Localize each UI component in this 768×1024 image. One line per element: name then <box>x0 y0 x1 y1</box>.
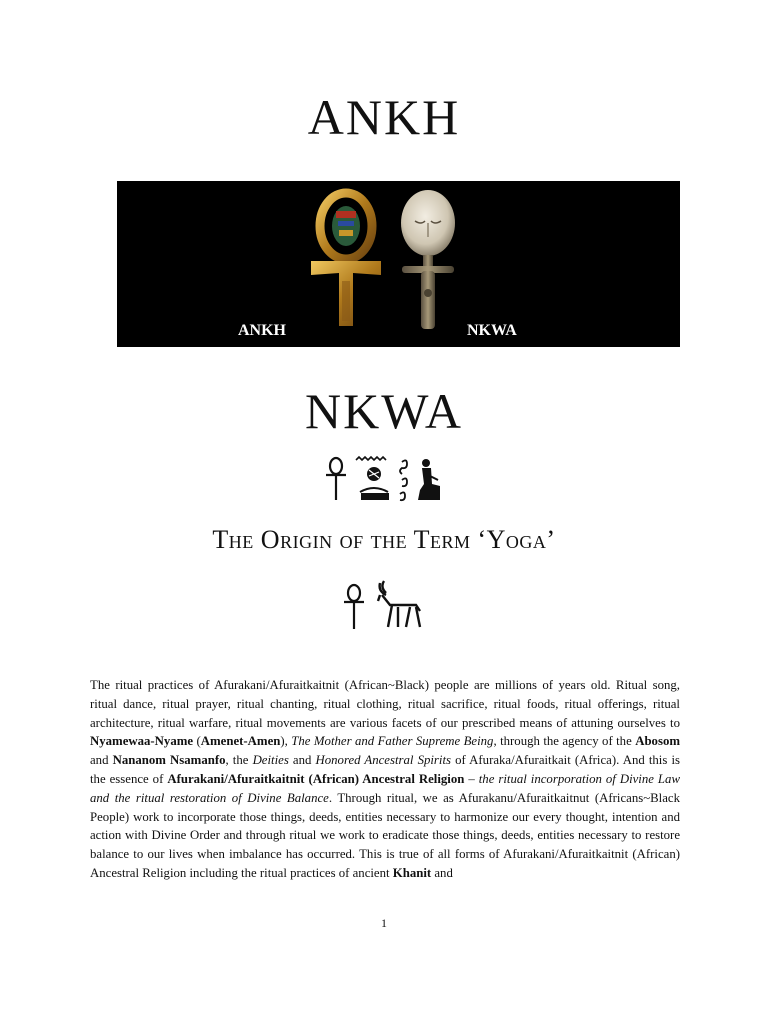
banner-label-nkwa: NKWA <box>467 322 517 339</box>
text-run: – <box>464 771 479 786</box>
heading-ankh: ANKH <box>307 89 461 145</box>
text-run: and <box>288 753 316 768</box>
twisted-flax-glyph <box>400 460 407 500</box>
text-run: and <box>431 865 453 880</box>
italic-phrase: Honored Ancestral Spirits <box>315 753 451 768</box>
bold-term: Afurakani/Afuraitkaitnit (African) Ancestral Religion <box>167 771 465 786</box>
basket-glyph <box>360 488 388 499</box>
bold-term: Nyamewaa-Nyame <box>90 734 194 749</box>
text-run: ( <box>193 734 201 749</box>
bold-term: Abosom <box>635 734 680 749</box>
banner-label-ankh: ANKH <box>238 322 286 339</box>
water-ripple-glyph <box>356 457 386 460</box>
italic-phrase: the ritual incorporation of Divine Law and the ritual restoration of Divine Balance <box>90 771 680 805</box>
bold-term: Amenet-Amen <box>200 734 281 749</box>
text-run: The ritual practices of Afurakani/Afuraitkaitnit (African~Black) people are millions of years old. Ritual song, ritual dance, ritual prayer, ritual chanting, ritual clothing, ritual sacrifice, ritual foods, ritual offerings, ritual architecture, ritual warfare, ritual movements are various facets of our prescribed means of attuning ourselves to <box>90 678 680 730</box>
golden-ankh-figure <box>311 193 381 326</box>
text-run: , through the agency of the <box>493 734 636 749</box>
goat-glyph <box>378 581 420 627</box>
body-paragraph <box>90 676 680 883</box>
subtitle: The Origin of the Term ‘Yoga’ <box>212 525 556 554</box>
hieroglyph-row-one <box>322 454 444 504</box>
akuaba-doll-figure <box>401 190 455 329</box>
text-run: , the <box>225 753 253 768</box>
italic-phrase: Deities <box>252 753 289 768</box>
bold-term: Khanit <box>392 865 432 880</box>
bold-term: Nananom Nsamanfo <box>112 753 226 768</box>
page-number: 1 <box>381 916 387 930</box>
text-run: and <box>90 753 113 768</box>
banner-image <box>117 181 680 347</box>
heading-nkwa: NKWA <box>305 383 463 439</box>
placenta-glyph <box>367 467 381 481</box>
italic-phrase: The Mother and Father Supreme Being <box>291 734 494 749</box>
banner-illustration <box>117 181 680 347</box>
seated-figure-glyph <box>418 459 440 500</box>
ankh-glyph <box>344 585 364 629</box>
ankh-glyph <box>326 458 346 500</box>
text-run: ), <box>280 734 292 749</box>
text-run: of Afuraka/Afuraitkait (Africa). And this is the essence of <box>90 753 680 786</box>
hieroglyph-row-two <box>340 577 428 635</box>
text-run: . Through ritual, we as Afurakanu/Afuraitkaitnut (Africans~Black People) work to incorporate those things, deeds, entities necessary to harmonize our every thought, intention and action with Divine Order and through ritual we work to eradicate those things, deeds, entities necessary to restore balance to our lives when imbalance has occurred. This is true of all forms of Afurakani/Afuraitkaitnit (African) Ancestral Religion including the ritual practices of ancient <box>90 790 680 880</box>
